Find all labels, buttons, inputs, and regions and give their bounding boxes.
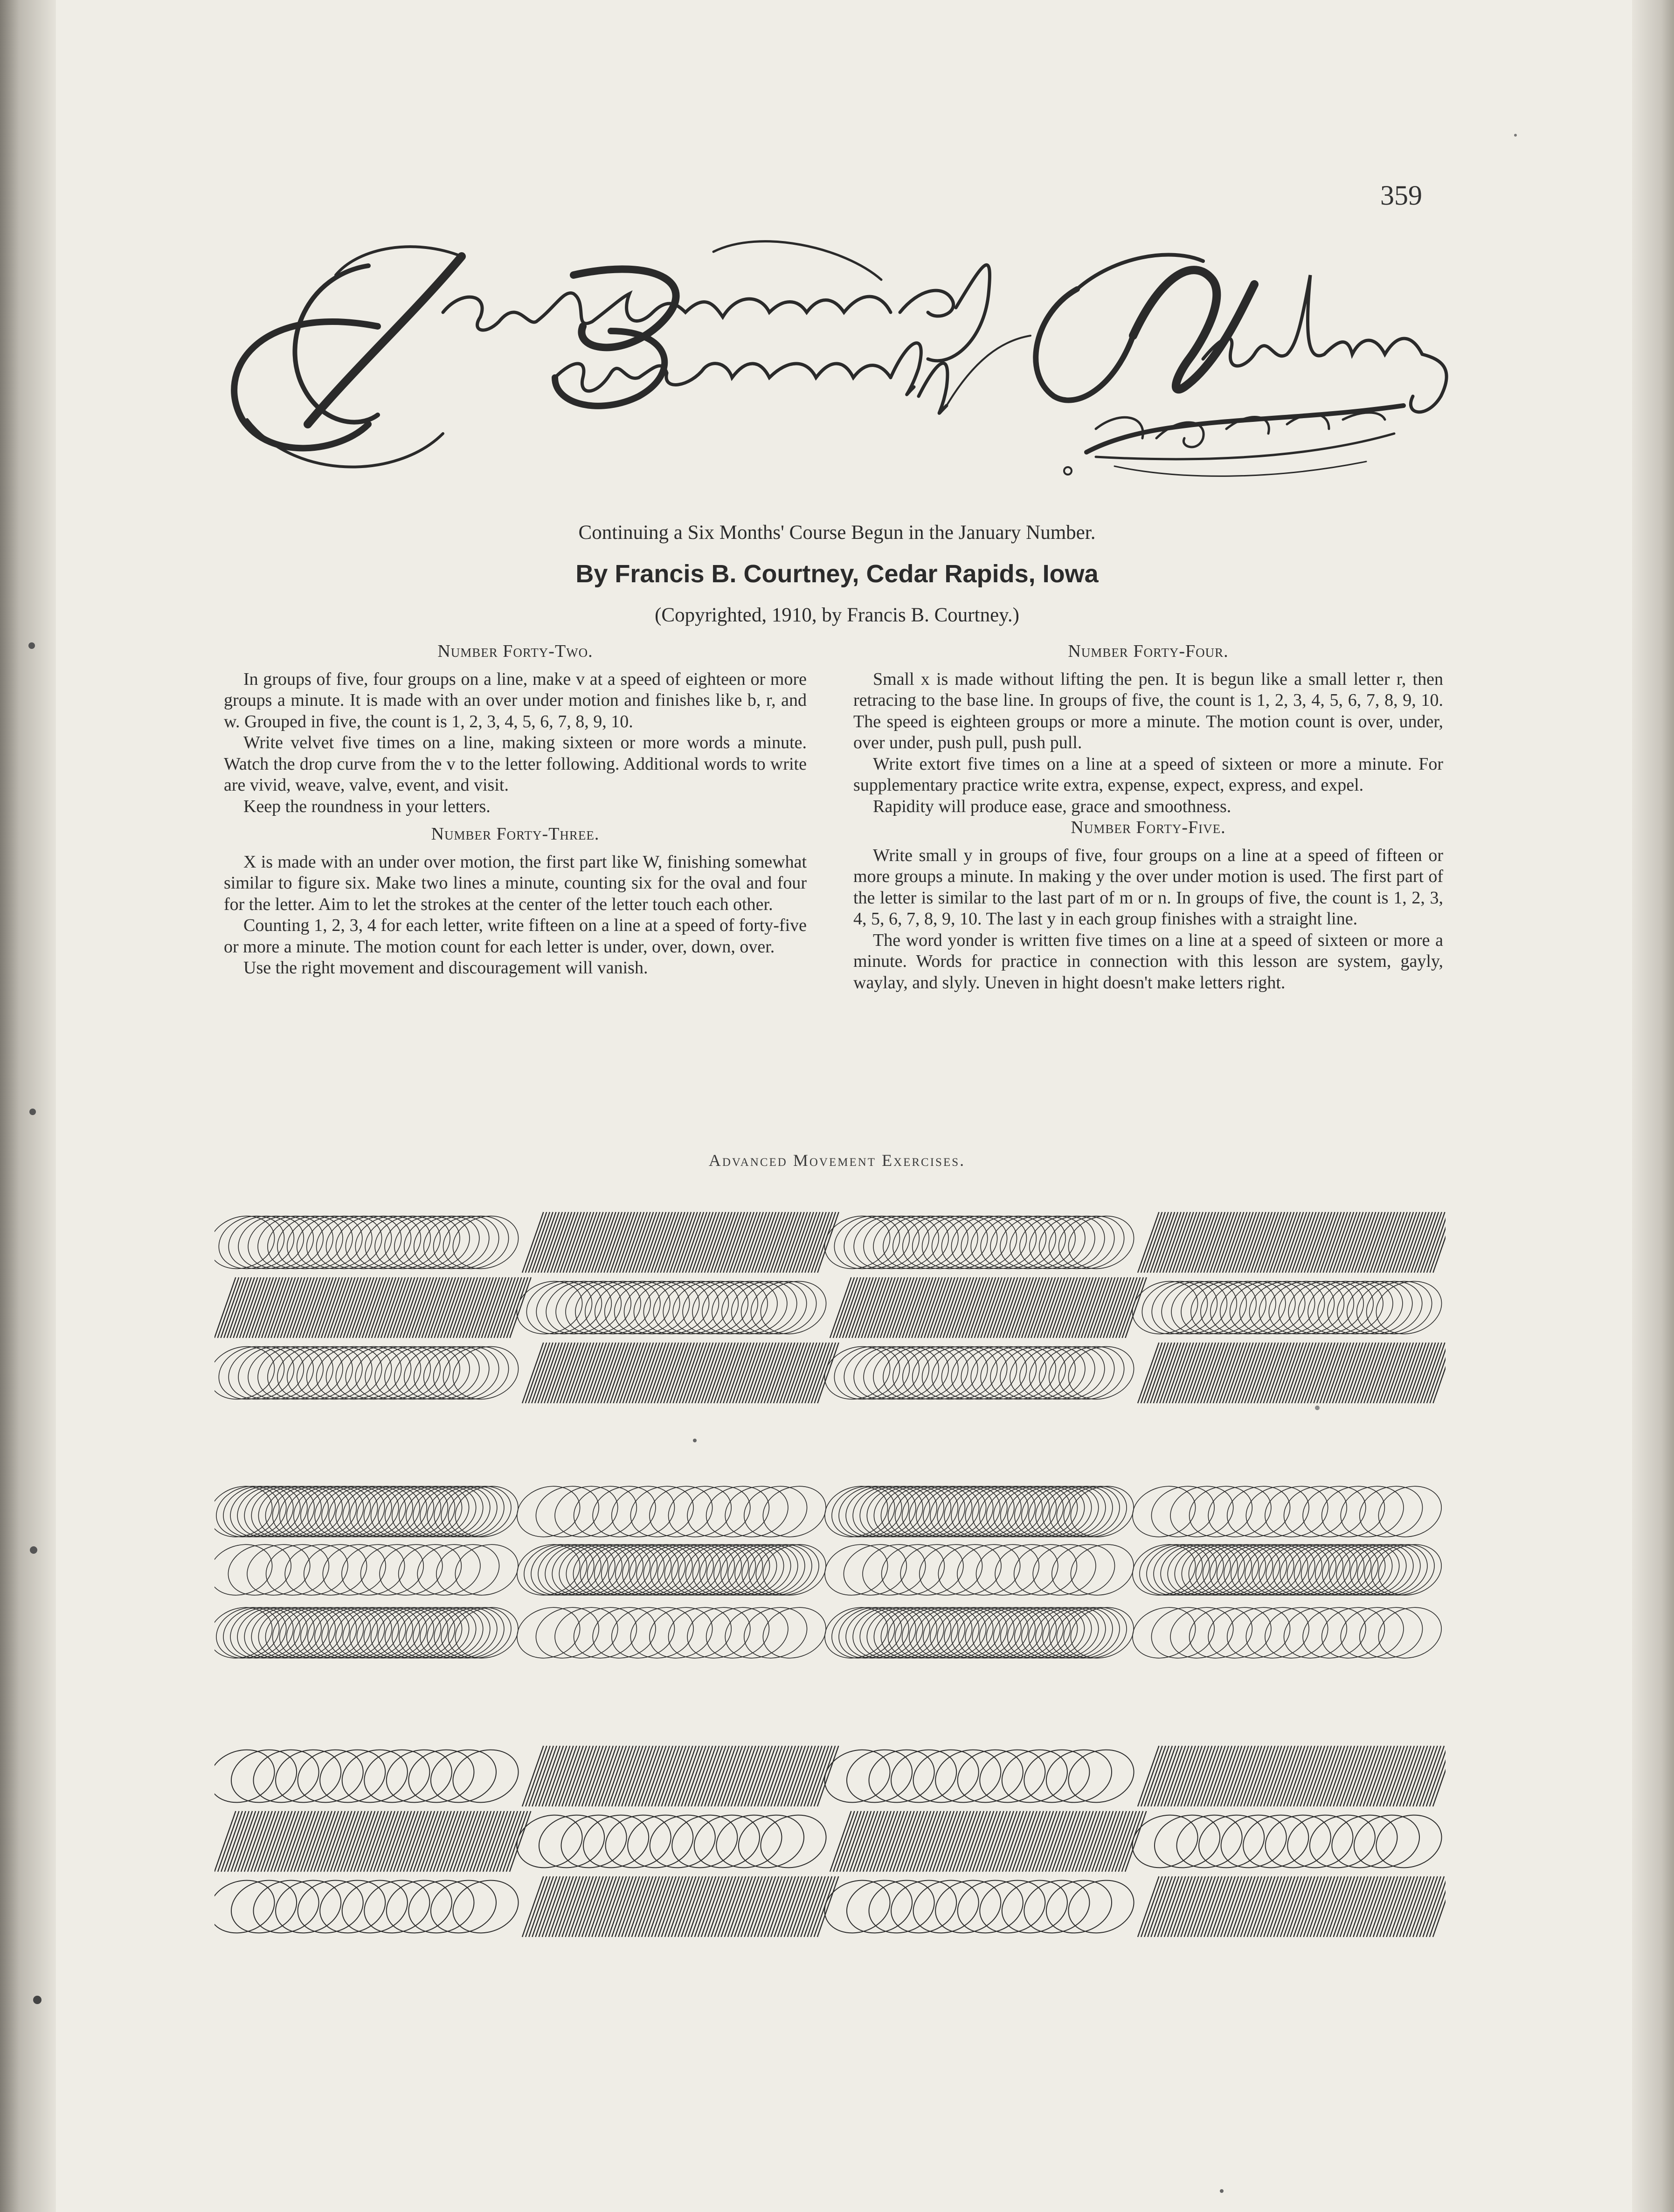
paragraph: Counting 1, 2, 3, 4 for each letter, write fifteen on a line at a speed of forty-five or more a minute. The motion count for each letter is under, over, down, over. — [224, 916, 807, 957]
paragraph: Write extort five times on a line at a speed of sixteen or more a minute. For supplementary practice write extra, expense, expect, express, and expel. — [853, 754, 1443, 795]
paragraph: Write small y in groups of five, four groups on a line at a speed of fifteen or more groups a minute. In making y the over under motion is used. The first part of the letter is similar to the last part of m or n. In groups of five, the count is 1, 2, 3, 4, 5, 6, 7, 8, 9, 10. The last y in each group finishes with a straight line. — [853, 845, 1443, 929]
paragraph: Rapidity will produce ease, grace and smoothness. — [873, 796, 1231, 816]
heading-number-forty-two: Number Forty-Two. — [437, 641, 593, 661]
exercises-title: Advanced Movement Exercises. — [708, 1151, 966, 1170]
course-continuation-line: Continuing a Six Months' Course Begun in the January Number. — [578, 522, 1096, 544]
paragraph: X is made with an under over motion, the first part like W, finishing somewhat similar to figure six. Make two lines a minute, counting six for the oval and four for the letter. Aim to let the strokes at the center of the letter touch each other. — [224, 852, 807, 914]
copyright-line: (Copyrighted, 1910, by Francis B. Courtney.) — [655, 604, 1019, 626]
paragraph: The word yonder is written five times on a line at a speed of sixteen or more a minute. Words for practice in connection with this lesson are system, gayly, waylay, and slyly. Uneven in hight doesn't make letters right. — [853, 930, 1443, 992]
heading-number-forty-three: Number Forty-Three. — [431, 824, 600, 844]
paragraph: In groups of five, four groups on a line, make v at a speed of eighteen or more groups a minute. It is made with an over under motion and finishes like b, r, and w. Grouped in five, the count is 1, 2, 3, 4, 5, 6, 7, 8, 9, 10. — [224, 669, 807, 731]
paragraph: Use the right movement and discouragement will vanish. — [243, 958, 648, 978]
author-byline: By Francis B. Courtney, Cedar Rapids, Iowa — [575, 560, 1099, 588]
page-number: 359 — [1380, 180, 1422, 211]
paragraph: Small x is made without lifting the pen. It is begun like a small letter r, then retracing to the base line. In groups of five, the count is 1, 2, 3, 4, 5, 6, 7, 8, 9, 10. The speed is eighteen groups or more a minute. The motion count is over, under, over under, push pull, push pull. — [853, 669, 1443, 752]
heading-number-forty-five: Number Forty-Five. — [1071, 818, 1226, 837]
paragraph: Write velvet five times on a line, making sixteen or more words a minute. Watch the drop curve from the v to the letter following. Additional words to write are vivid, weave, valve, event, and visit. — [224, 733, 807, 795]
heading-number-forty-four: Number Forty-Four. — [1068, 641, 1229, 661]
paragraph: Keep the roundness in your letters. — [243, 796, 491, 816]
